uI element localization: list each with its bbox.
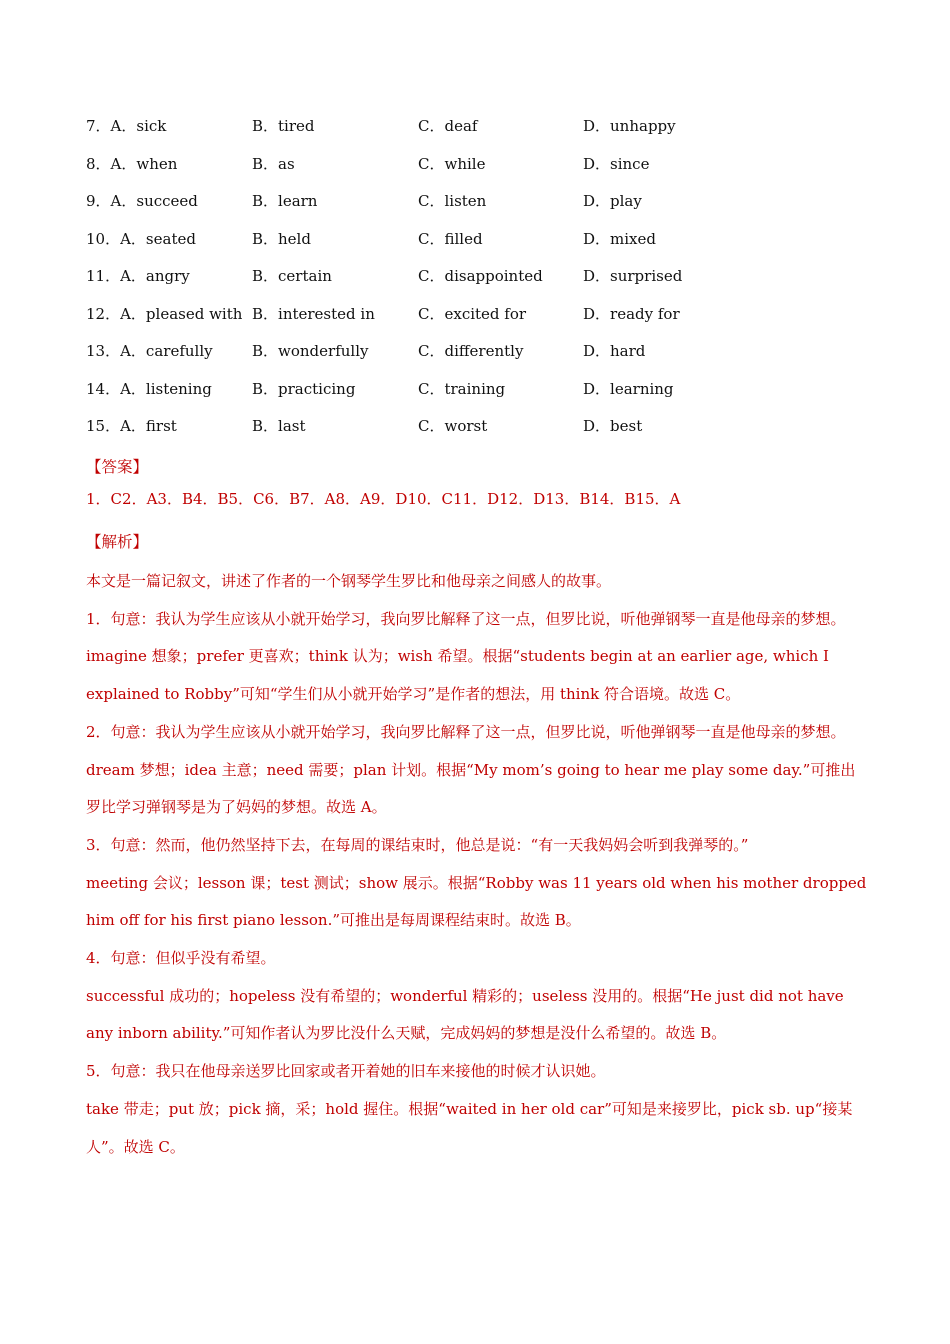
analysis-paragraph: 2．句意：我认为学生应该从小就开始学习，我向罗比解释了这一点，但罗比说，听他弹钢琴一直是他母亲的梦想。 (86, 722, 846, 741)
option-a: 13．A．carefully (86, 342, 213, 360)
analysis-paragraph: 3．句意：然而，他仍然坚持下去，在每周的课结束时，他总是说：“有一天我妈妈会听到我弹琴的。” (86, 835, 749, 854)
option-row (86, 296, 886, 334)
option-row (86, 371, 886, 409)
option-d: D．play (583, 192, 642, 210)
option-b: B．tired (252, 117, 315, 135)
option-row (86, 408, 886, 446)
analysis-paragraph: 4．句意：但似乎没有希望。 (86, 949, 276, 968)
option-b: B．practicing (252, 379, 356, 398)
option-b: B．wonderfully (252, 342, 369, 360)
option-row (86, 108, 886, 146)
option-d: D．learning (583, 379, 674, 398)
analysis-heading: 【解析】 (86, 533, 149, 551)
option-d: D．unhappy (583, 117, 676, 135)
analysis-paragraph: dream 梦想；idea 主意；need 需要；plan 计划。根据“My mom’s going to hear me play some day.”可推出罗比学习弹钢琴是为了妈妈的梦想。故选 A。 (86, 760, 856, 817)
option-d: D．since (583, 154, 650, 173)
option-a: 10．A．seated (86, 229, 196, 248)
option-d: D．ready for (583, 304, 680, 323)
option-row (86, 183, 886, 221)
option-row (86, 146, 886, 184)
option-c: C．listen (418, 192, 487, 210)
analysis-paragraph: successful 成功的；hopeless 没有希望的；wonderful 精彩的；useless 没用的。根据“He just did not have any inborn ability.”可知作者认为罗比没什么天赋，完成妈妈的梦想是没什么希望的。故选 B。 (86, 986, 844, 1043)
option-row (86, 258, 886, 296)
analysis-paragraph: meeting 会议；lesson 课；test 测试；show 展示。根据“Robby was 11 years old when his mother dropped him off for his first piano lesson.”可推出是每周课程结束时。故选 B。 (86, 873, 867, 930)
option-c: C．worst (418, 417, 488, 435)
answer-heading: 【答案】 (86, 458, 149, 476)
option-d: D．hard (583, 342, 646, 360)
option-a: 7．A．sick (86, 117, 167, 135)
option-d: D．surprised (583, 267, 683, 285)
option-a: 15．A．first (86, 417, 177, 435)
analysis-paragraph: imagine 想象；prefer 更喜欢；think 认为；wish 希望。根据“students begin at an earlier age, which I explained to Robby”可知“学生们从小就开始学习”是作者的想法，用 think 符合语境。故选 C。 (86, 647, 829, 704)
option-d: D．best (583, 417, 643, 435)
option-a: 12．A．pleased with (86, 304, 243, 323)
option-c: C．disappointed (418, 267, 543, 285)
analysis-paragraph: 1．句意：我认为学生应该从小就开始学习，我向罗比解释了这一点，但罗比说，听他弹钢琴一直是他母亲的梦想。 (86, 609, 846, 628)
option-c: C．deaf (418, 117, 478, 135)
option-a: 14．A．listening (86, 379, 212, 398)
option-a: 9．A．succeed (86, 192, 198, 210)
analysis-paragraph: take 带走；put 放；pick 摘，采；hold 握住。根据“waited in her old car”可知是来接罗比，pick sb. up“接某人”。故选 C。 (86, 1099, 853, 1156)
option-b: B．certain (252, 267, 332, 285)
option-c: C．while (418, 154, 486, 173)
options-table (86, 108, 886, 446)
option-row (86, 221, 886, 259)
answer-key: 1．C2．A3．B4．B5．C6．B7．A8．A9．D10．C11．D12．D13．B14．B15．A (86, 490, 681, 508)
option-b: B．interested in (252, 304, 375, 323)
option-b: B．last (252, 417, 306, 435)
option-c: C．differently (418, 342, 524, 360)
option-d: D．mixed (583, 229, 656, 248)
option-a: 8．A．when (86, 154, 178, 173)
option-a: 11．A．angry (86, 267, 190, 285)
analysis-paragraph: 5．句意：我只在他母亲送罗比回家或者开着她的旧车来接他的时候才认识她。 (86, 1062, 606, 1081)
analysis-body (86, 563, 868, 1166)
option-b: B．held (252, 229, 311, 248)
analysis-paragraph: 本文是一篇记叙文，讲述了作者的一个钢琴学生罗比和他母亲之间感人的故事。 (86, 572, 612, 590)
option-c: C．excited for (418, 304, 527, 323)
option-c: C．training (418, 379, 506, 398)
option-c: C．filled (418, 229, 483, 248)
option-b: B．as (252, 154, 295, 173)
option-b: B．learn (252, 192, 318, 210)
option-row (86, 333, 886, 371)
